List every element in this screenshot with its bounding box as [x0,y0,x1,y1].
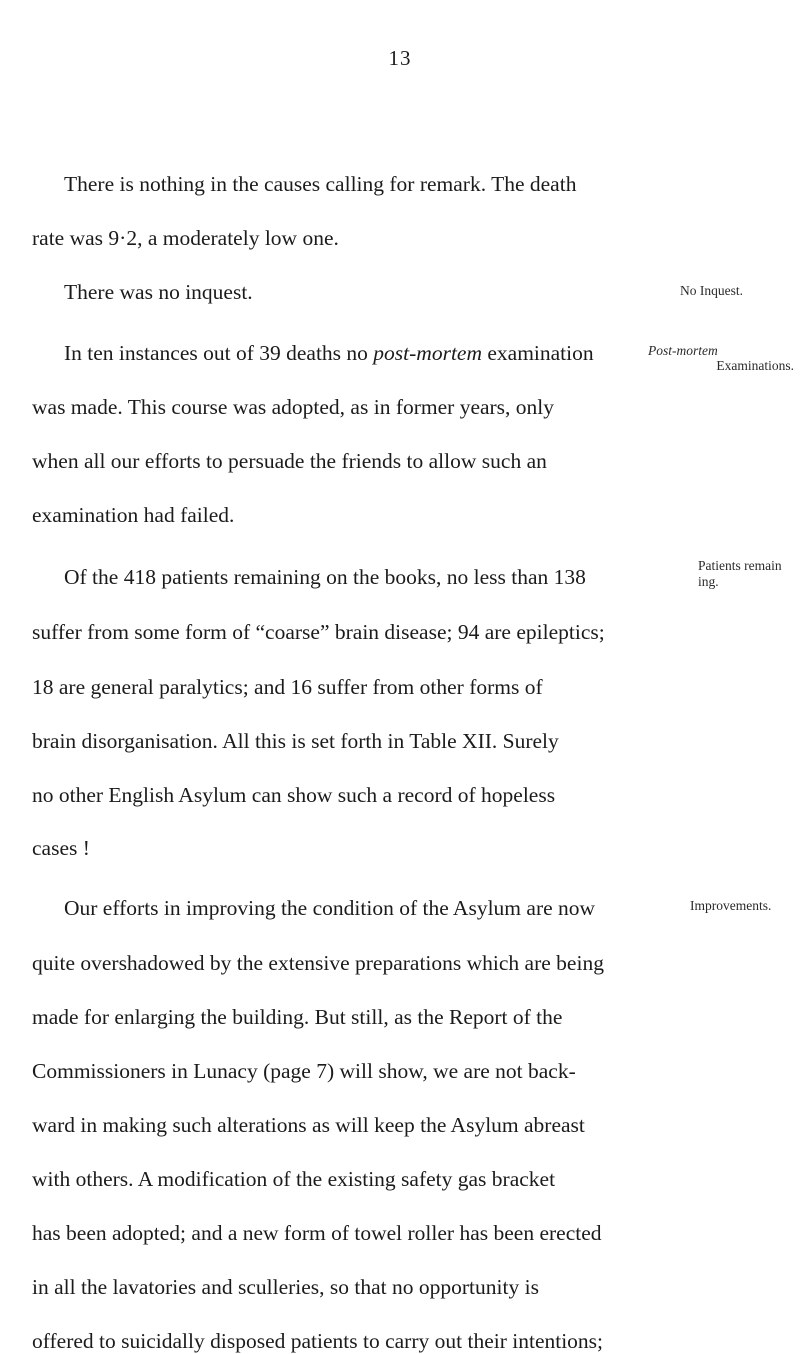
text-line: when all our efforts to persuade the friends to allow such an [32,449,547,473]
text-line: There was no inquest. [64,280,253,304]
margin-note-no-inquest: No Inquest. [680,283,743,298]
text-segment: In ten instances out of 39 deaths no [64,341,374,365]
margin-note-improvements: Improvements. [690,898,772,913]
text-segment: examination [481,341,594,365]
text-line: 18 are general paralytics; and 16 suffer from other forms of [32,675,543,699]
text-line: ward in making such alterations as will keep the Asylum abreast [32,1113,585,1137]
text-line: There is nothing in the causes calling for remark. The death [64,172,577,196]
text-line: suffer from some form of “coarse” brain disease; 94 are epileptics; [32,620,605,644]
text-line: has been adopted; and a new form of towel roller has been erected [32,1221,602,1245]
text-line: examination had failed. [32,503,235,527]
page-number: 13 [388,46,412,70]
text-line: was made. This course was adopted, as in former years, only [32,395,555,419]
margin-note-line: Post-mortem [648,343,718,358]
margin-note-examinations: Examinations. [716,358,794,373]
text-line: offered to suicidally disposed patients to carry out their intentions; [32,1329,604,1353]
text-line: no other English Asylum can show such a record of hopeless [32,783,556,807]
text-line: Our efforts in improving the condition of the Asylum are now [64,896,596,920]
text-line: cases ! [32,836,90,860]
text-line: quite overshadowed by the extensive preparations which are being [32,951,604,975]
text-line: brain disorganisation. All this is set forth in Table XII. Surely [32,729,559,753]
text-line: Commissioners in Lunacy (page 7) will show, we are not back- [32,1059,576,1083]
text-line: Of the 418 patients remaining on the books, no less than 138 [64,565,586,589]
margin-note-post-mortem [648,343,718,358]
text-line: rate was 9·2, a moderately low one. [32,226,339,250]
margin-note-patients-remaining-cont: ing. [698,574,719,589]
text-line: in all the lavatories and sculleries, so that no opportunity is [32,1275,539,1299]
margin-note-patients-remaining: Patients remain [698,558,782,573]
text-line: with others. A modification of the existing safety gas bracket [32,1167,556,1191]
italic-term: post-mortem [373,341,482,365]
text-line: made for enlarging the building. But still, as the Report of the [32,1005,563,1029]
text-line [64,340,594,366]
